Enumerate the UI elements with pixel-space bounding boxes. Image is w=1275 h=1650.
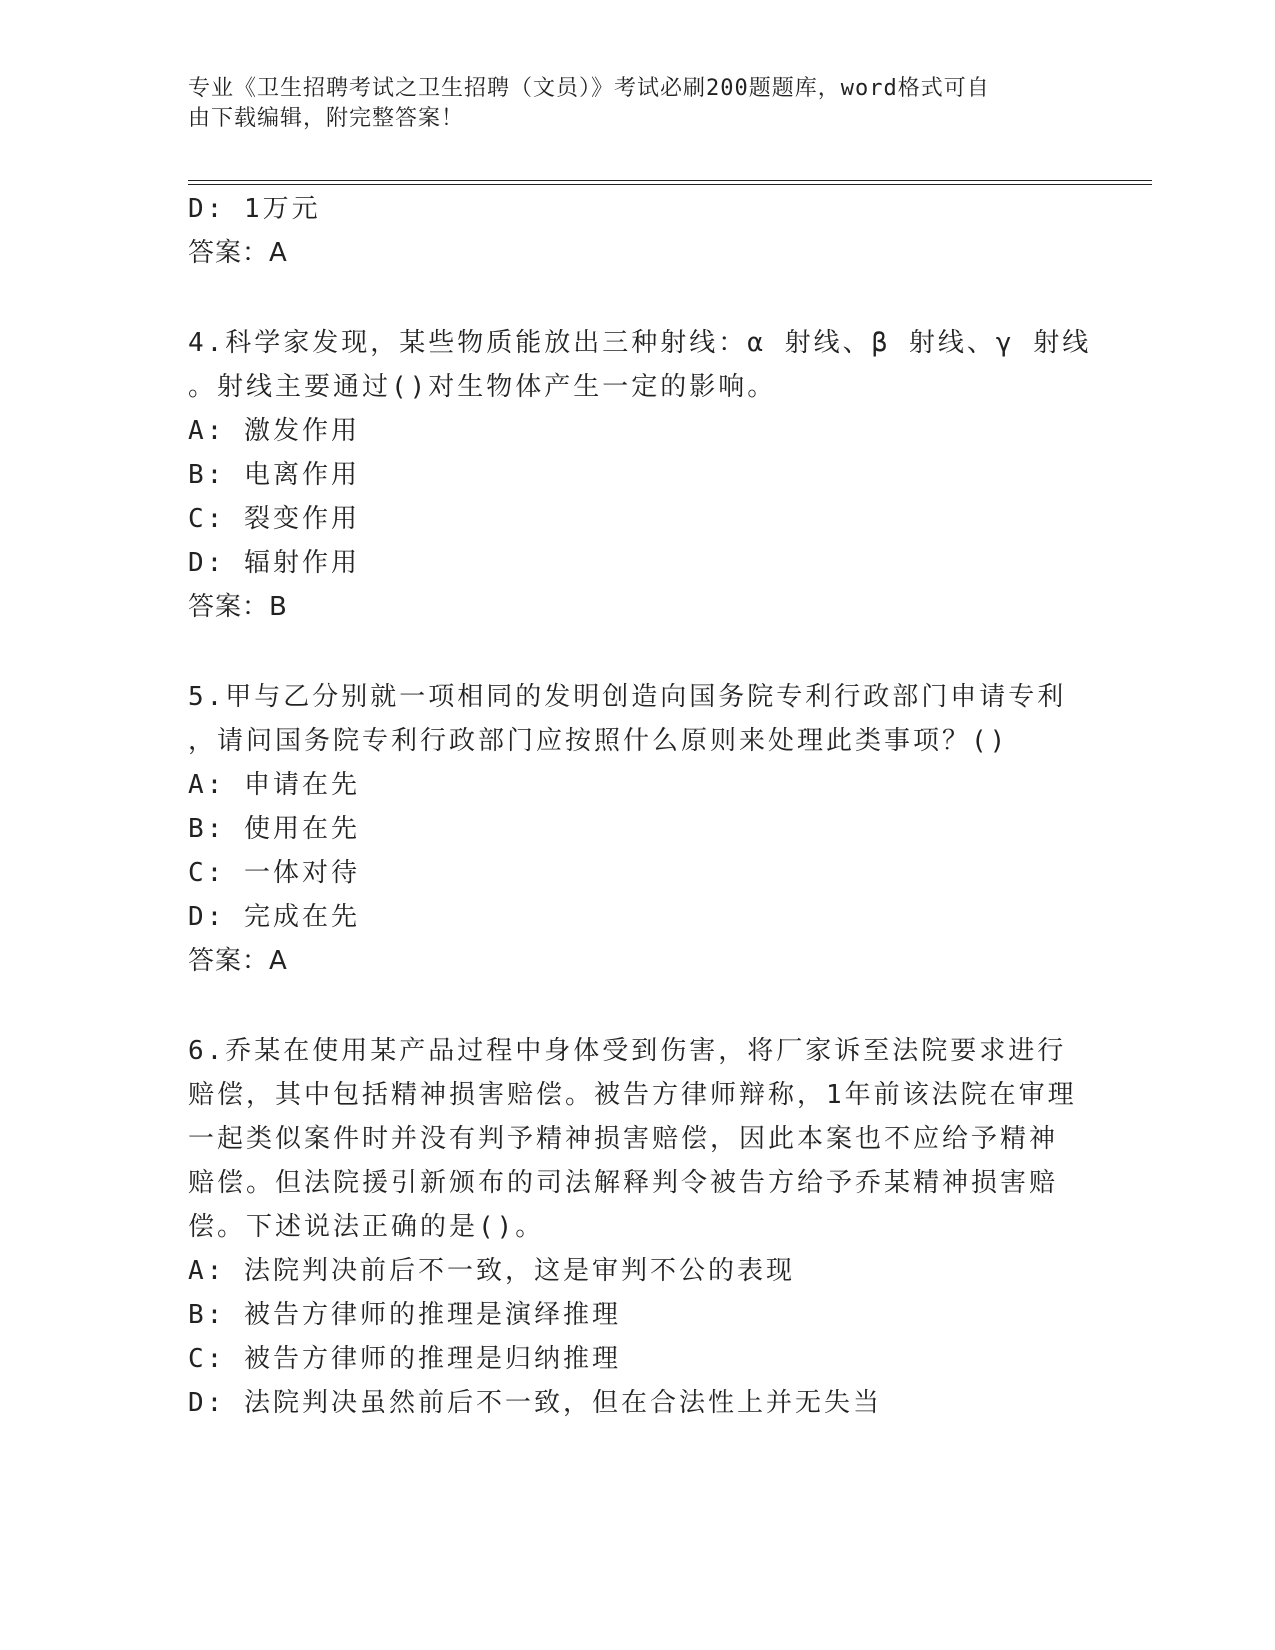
header-rule-bottom <box>188 184 1152 185</box>
q6-stem-line-1: 6.乔某在使用某产品过程中身体受到伤害，将厂家诉至法院要求进行 <box>188 1036 1067 1066</box>
q6-stem-line-5: 偿。下述说法正确的是()。 <box>188 1212 545 1242</box>
header-line-2: 由下载编辑，附完整答案！ <box>188 106 465 131</box>
q5-stem-line-2: ，请问国务院专利行政部门应按照什么原则来处理此类事项？() <box>188 726 1009 756</box>
document-header <box>188 74 1068 134</box>
q6-option-c: C: 被告方律师的推理是归纳推理 <box>188 1344 621 1374</box>
q3-answer: 答案：A <box>188 238 288 268</box>
q4-stem-line-2: 。射线主要通过()对生物体产生一定的影响。 <box>188 372 777 402</box>
q6-stem-line-2: 赔偿，其中包括精神损害赔偿。被告方律师辩称，1年前该法院在审理 <box>188 1080 1077 1110</box>
q4-option-b: B: 电离作用 <box>188 460 360 490</box>
q4-option-c: C: 裂变作用 <box>188 504 360 534</box>
q4-option-a: A: 激发作用 <box>188 416 360 446</box>
q5-stem-line-1: 5.甲与乙分别就一项相同的发明创造向国务院专利行政部门申请专利 <box>188 682 1067 712</box>
q5-option-c: C: 一体对待 <box>188 858 360 888</box>
q4-stem-line-1: 4.科学家发现，某些物质能放出三种射线：α 射线、β 射线、γ 射线 <box>188 328 1092 358</box>
q6-stem-line-3: 一起类似案件时并没有判予精神损害赔偿，因此本案也不应给予精神 <box>188 1124 1059 1154</box>
header-rule-top <box>188 180 1152 181</box>
q5-option-d: D: 完成在先 <box>188 902 360 932</box>
q4-option-d: D: 辐射作用 <box>188 548 360 578</box>
header-line-1: 专业《卫生招聘考试之卫生招聘（文员）》考试必刷200题题库，word格式可自 <box>188 76 990 101</box>
q5-answer: 答案：A <box>188 946 288 976</box>
q6-option-b: B: 被告方律师的推理是演绎推理 <box>188 1300 621 1330</box>
q6-stem-line-4: 赔偿。但法院援引新颁布的司法解释判令被告方给予乔某精神损害赔 <box>188 1168 1059 1198</box>
q5-option-b: B: 使用在先 <box>188 814 360 844</box>
q6-option-d: D: 法院判决虽然前后不一致，但在合法性上并无失当 <box>188 1388 882 1418</box>
q6-option-a: A: 法院判决前后不一致，这是审判不公的表现 <box>188 1256 795 1286</box>
q3-option-d: D: 1万元 <box>188 194 321 224</box>
q5-option-a: A: 申请在先 <box>188 770 360 800</box>
q4-answer: 答案：B <box>188 592 288 622</box>
